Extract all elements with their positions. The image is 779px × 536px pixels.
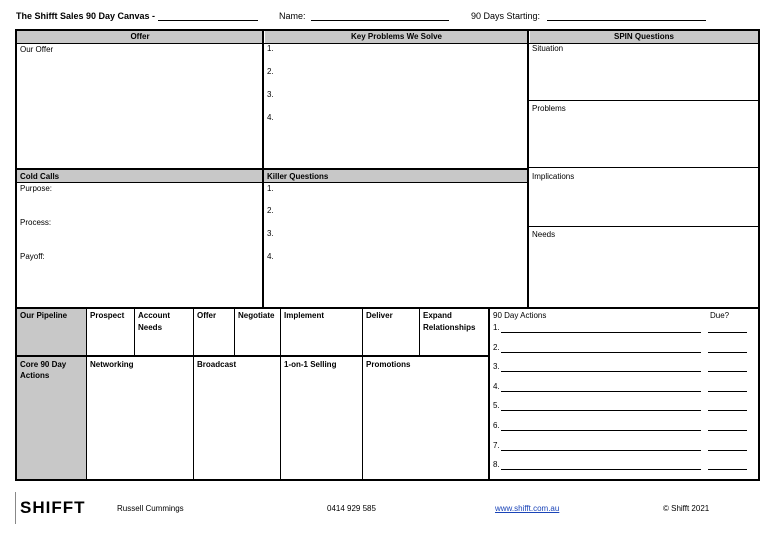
name-label: Name: (279, 11, 306, 21)
pipeline-col-divider-5 (362, 309, 363, 479)
pipeline-col-divider-4 (280, 309, 281, 479)
action-item-line[interactable] (501, 332, 701, 333)
action-item-number: 5. (493, 401, 500, 410)
pipeline-stage-negotiate: Negotiate (238, 311, 275, 320)
killer-question-1[interactable]: 1. (267, 184, 274, 193)
shifft-logo: SHIFFT (20, 498, 86, 517)
title-underline[interactable] (158, 20, 258, 21)
core-actions-heading: Core 90 Day Actions (20, 360, 67, 380)
action-due-line[interactable] (708, 332, 747, 333)
spin-situation-label: Situation (532, 44, 564, 53)
actions-heading: 90 Day Actions (493, 311, 547, 320)
cold-calls-purpose: Purpose: (20, 184, 53, 193)
cold-calls-payoff: Payoff: (20, 252, 45, 261)
pipeline-col-divider-6 (419, 309, 420, 356)
spin-divider-1 (529, 100, 758, 101)
core-col-1on1-selling: 1-on-1 Selling (284, 360, 337, 369)
action-due-line[interactable] (708, 371, 747, 372)
footer-person: Russell Cummings (117, 504, 184, 513)
pipeline-stage-offer: Offer (197, 311, 217, 320)
action-due-line[interactable] (708, 352, 747, 353)
action-item-number: 1. (493, 323, 500, 332)
pipeline-col-divider-0 (86, 309, 87, 479)
action-due-line[interactable] (708, 430, 747, 431)
key-problem-4[interactable]: 4. (267, 113, 274, 122)
cold-calls-process: Process: (20, 218, 52, 227)
start-date-field-line[interactable] (547, 20, 706, 21)
pipeline-stage-deliver: Deliver (366, 311, 393, 320)
spin-heading: SPIN Questions (530, 31, 758, 43)
spin-implications-label: Implications (532, 172, 575, 181)
action-item-line[interactable] (501, 410, 701, 411)
footer-website-link[interactable]: www.shifft.com.au (495, 504, 560, 513)
action-item-line[interactable] (501, 371, 701, 372)
action-due-line[interactable] (708, 450, 747, 451)
killer-question-4[interactable]: 4. (267, 252, 274, 261)
action-item-line[interactable] (501, 450, 701, 451)
key-problem-3[interactable]: 3. (267, 90, 274, 99)
middle-header-divider (17, 182, 528, 183)
action-due-line[interactable] (708, 410, 747, 411)
our-offer-label: Our Offer (20, 45, 54, 54)
action-due-line[interactable] (708, 391, 747, 392)
pipeline-col-divider-2 (193, 309, 194, 479)
footer-copyright: © Shifft 2021 (663, 504, 710, 513)
spin-divider-2 (529, 167, 758, 168)
action-item-number: 2. (493, 343, 500, 352)
offer-heading: Offer (17, 31, 263, 43)
action-item-number: 6. (493, 421, 500, 430)
canvas-title: The Shifft Sales 90 Day Canvas - (16, 11, 156, 21)
due-heading: Due? (710, 311, 730, 320)
name-field-line[interactable] (311, 20, 449, 21)
action-item-line[interactable] (501, 469, 701, 470)
action-item-number: 8. (493, 460, 500, 469)
key-problem-1[interactable]: 1. (267, 44, 274, 53)
action-due-line[interactable] (708, 469, 747, 470)
core-col-broadcast: Broadcast (197, 360, 237, 369)
core-col-promotions: Promotions (366, 360, 411, 369)
pipeline-heading: Our Pipeline (20, 311, 68, 320)
canvas-frame (15, 29, 760, 481)
pipeline-stage-account-needs: Account Needs (138, 311, 170, 332)
footer-logo-divider (15, 492, 16, 524)
header-divider (17, 43, 758, 44)
pipeline-stage-expand: Expand Relationships (423, 311, 476, 332)
action-item-line[interactable] (501, 352, 701, 353)
bottom-section-divider (17, 307, 758, 309)
pipeline-stage-implement: Implement (284, 311, 325, 320)
killer-questions-heading: Killer Questions (267, 172, 329, 181)
action-item-number: 3. (493, 362, 500, 371)
cold-calls-heading: Cold Calls (20, 172, 60, 181)
pipeline-stage-prospect: Prospect (90, 311, 125, 320)
footer-phone: 0414 929 585 (327, 504, 376, 513)
action-item-line[interactable] (501, 391, 701, 392)
core-col-networking: Networking (90, 360, 134, 369)
actions-left-border (488, 309, 490, 479)
pipeline-col-divider-3 (234, 309, 235, 356)
pipeline-row-bottom (17, 355, 489, 357)
killer-question-2[interactable]: 2. (267, 206, 274, 215)
key-problems-heading: Key Problems We Solve (265, 31, 528, 43)
action-item-number: 4. (493, 382, 500, 391)
action-item-number: 7. (493, 441, 500, 450)
killer-question-3[interactable]: 3. (267, 229, 274, 238)
start-date-label: 90 Days Starting: (471, 11, 541, 21)
spin-divider-3 (529, 226, 758, 227)
key-problem-2[interactable]: 2. (267, 67, 274, 76)
spin-problems-label: Problems (532, 104, 566, 113)
spin-needs-label: Needs (532, 230, 556, 239)
action-item-line[interactable] (501, 430, 701, 431)
pipeline-col-divider-1 (134, 309, 135, 356)
